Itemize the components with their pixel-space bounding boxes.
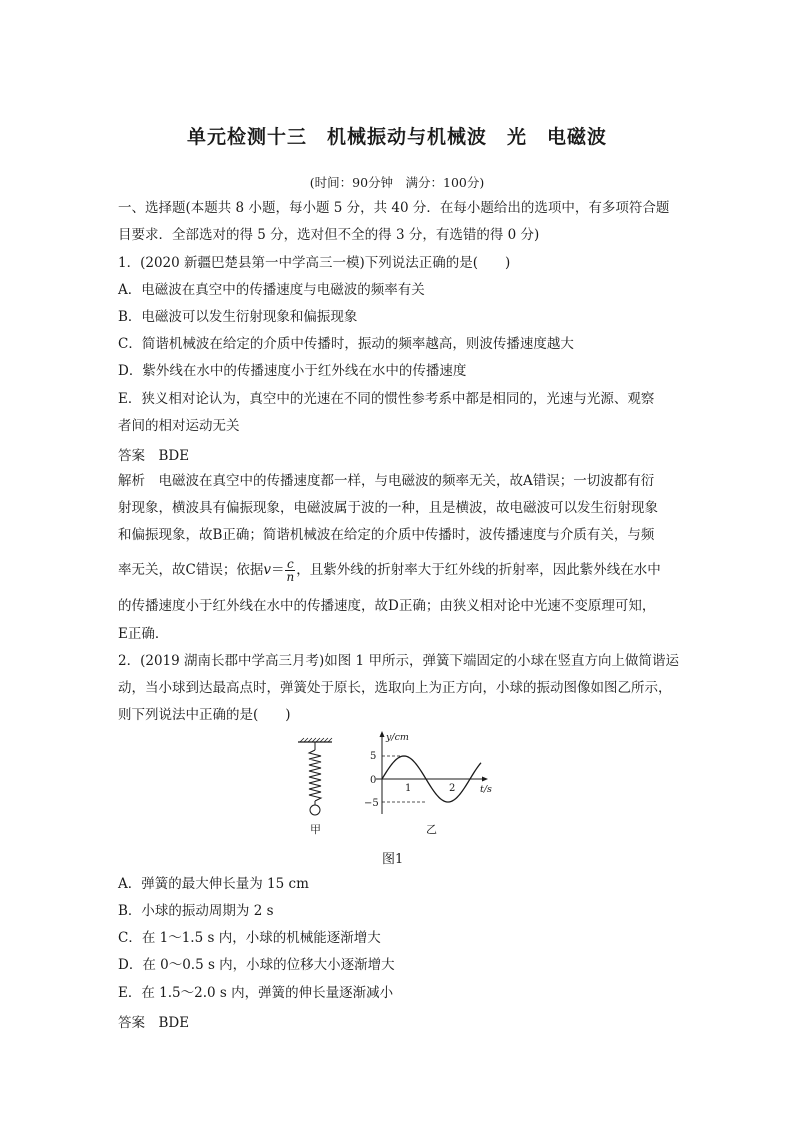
figure-1 <box>262 728 502 848</box>
q2-answer: 答案 BDE <box>118 1015 190 1031</box>
formula-denominator: n <box>286 570 295 584</box>
q2-option-b: B．小球的振动周期为 2 s <box>118 903 274 919</box>
q1-option-e-line2: 者间的相对运动无关 <box>118 418 240 434</box>
formula-fraction <box>285 558 295 583</box>
formula-numerator: c <box>286 557 294 571</box>
y-axis-arrow <box>380 731 385 737</box>
spring-ball-diagram <box>298 738 332 815</box>
q1-analysis-line3: 和偏振现象，故B正确；简谐机械波在给定的介质中传播时，波传播速度与介质有关，与频 <box>118 527 655 543</box>
section-instructions-line1: 一、选择题(本题共 8 小题，每小题 5 分，共 40 分．在每小题给出的选项中，有多项符合题 <box>118 200 670 216</box>
tick-label-2: 2 <box>449 783 456 794</box>
tick-label-5: 5 <box>370 751 377 762</box>
document-title: 单元检测十三 机械振动与机械波 光 电磁波 <box>186 126 607 148</box>
q2-option-e: E．在 1.5～2.0 s 内，弹簧的伸长量逐渐减小 <box>118 985 394 1001</box>
q2-option-c: C．在 1～1.5 s 内，小球的机械能逐渐增大 <box>118 930 381 946</box>
vibration-graph <box>364 731 492 814</box>
q1-analysis-line4-end: ，且紫外线的折射率大于红外线的折射率，因此紫外线在水中 <box>296 562 661 578</box>
formula-equals: ＝ <box>270 562 285 578</box>
label-yi: 乙 <box>426 823 437 836</box>
tick-label-1: 1 <box>405 783 412 794</box>
y-axis-label: y/cm <box>386 732 409 743</box>
section-instructions-line2: 目要求．全部选对的得 5 分，选对但不全的得 3 分，有选错的得 0 分) <box>118 227 540 243</box>
q1-option-c: C．简谐机械波在给定的介质中传播时，振动的频率越高，则波传播速度越大 <box>118 336 574 352</box>
figure-caption: 图1 <box>382 852 404 867</box>
q1-stem: 1．(2020 新疆巴楚县第一中学高三一模)下列说法正确的是( ) <box>118 255 511 271</box>
tick-label-minus5: −5 <box>364 798 379 809</box>
q1-analysis-line4-start: 率无关，故C错误；依据 <box>118 562 264 578</box>
q2-stem-line3: 则下列说法中正确的是( ) <box>118 707 291 723</box>
spring-coil <box>309 750 321 801</box>
q1-analysis-line2: 射现象，横波具有偏振现象，电磁波属于波的一种，且是横波，故电磁波可以发生衍射现象 <box>118 500 658 516</box>
q1-option-b: B．电磁波可以发生衍射现象和偏振现象 <box>118 309 358 325</box>
q1-answer: 答案 BDE <box>118 448 190 464</box>
q1-option-a: A．电磁波在真空中的传播速度与电磁波的频率有关 <box>118 282 425 298</box>
ball <box>310 805 320 815</box>
q1-analysis-line5: 的传播速度小于红外线在水中的传播速度，故D正确；由狭义相对论中光速不变原理可知， <box>118 598 656 614</box>
document-subtitle: (时间：90分钟 满分：100分) <box>309 175 485 190</box>
formula-v: v <box>263 562 271 578</box>
q2-stem-line1: 2．(2019 湖南长郡中学高三月考)如图 1 甲所示，弹簧下端固定的小球在竖直方向上做简谐运 <box>118 653 679 669</box>
label-jia: 甲 <box>310 823 321 836</box>
q2-option-d: D．在 0～0.5 s 内，小球的位移大小逐渐增大 <box>118 957 395 973</box>
q2-option-a: A．弹簧的最大伸长量为 15 cm <box>118 876 309 892</box>
q1-analysis-line4 <box>118 558 683 583</box>
tick-label-0: 0 <box>370 775 377 786</box>
q1-option-d: D．紫外线在水中的传播速度小于红外线在水中的传播速度 <box>118 363 467 379</box>
q1-option-e-line1: E．狭义相对论认为，真空中的光速在不同的惯性参考系中都是相同的，光速与光源、观察 <box>118 391 655 407</box>
q2-stem-line2: 动，当小球到达最高点时，弹簧处于原长，选取向上为正方向，小球的振动图像如图乙所示， <box>118 680 672 696</box>
q1-analysis-line1: 解析 电磁波在真空中的传播速度都一样，与电磁波的频率无关，故A错误；一切波都有衍 <box>118 473 655 489</box>
t-axis-arrow <box>482 777 488 782</box>
q1-analysis-line6: E正确． <box>118 626 169 642</box>
t-axis-label: t/s <box>480 784 492 795</box>
